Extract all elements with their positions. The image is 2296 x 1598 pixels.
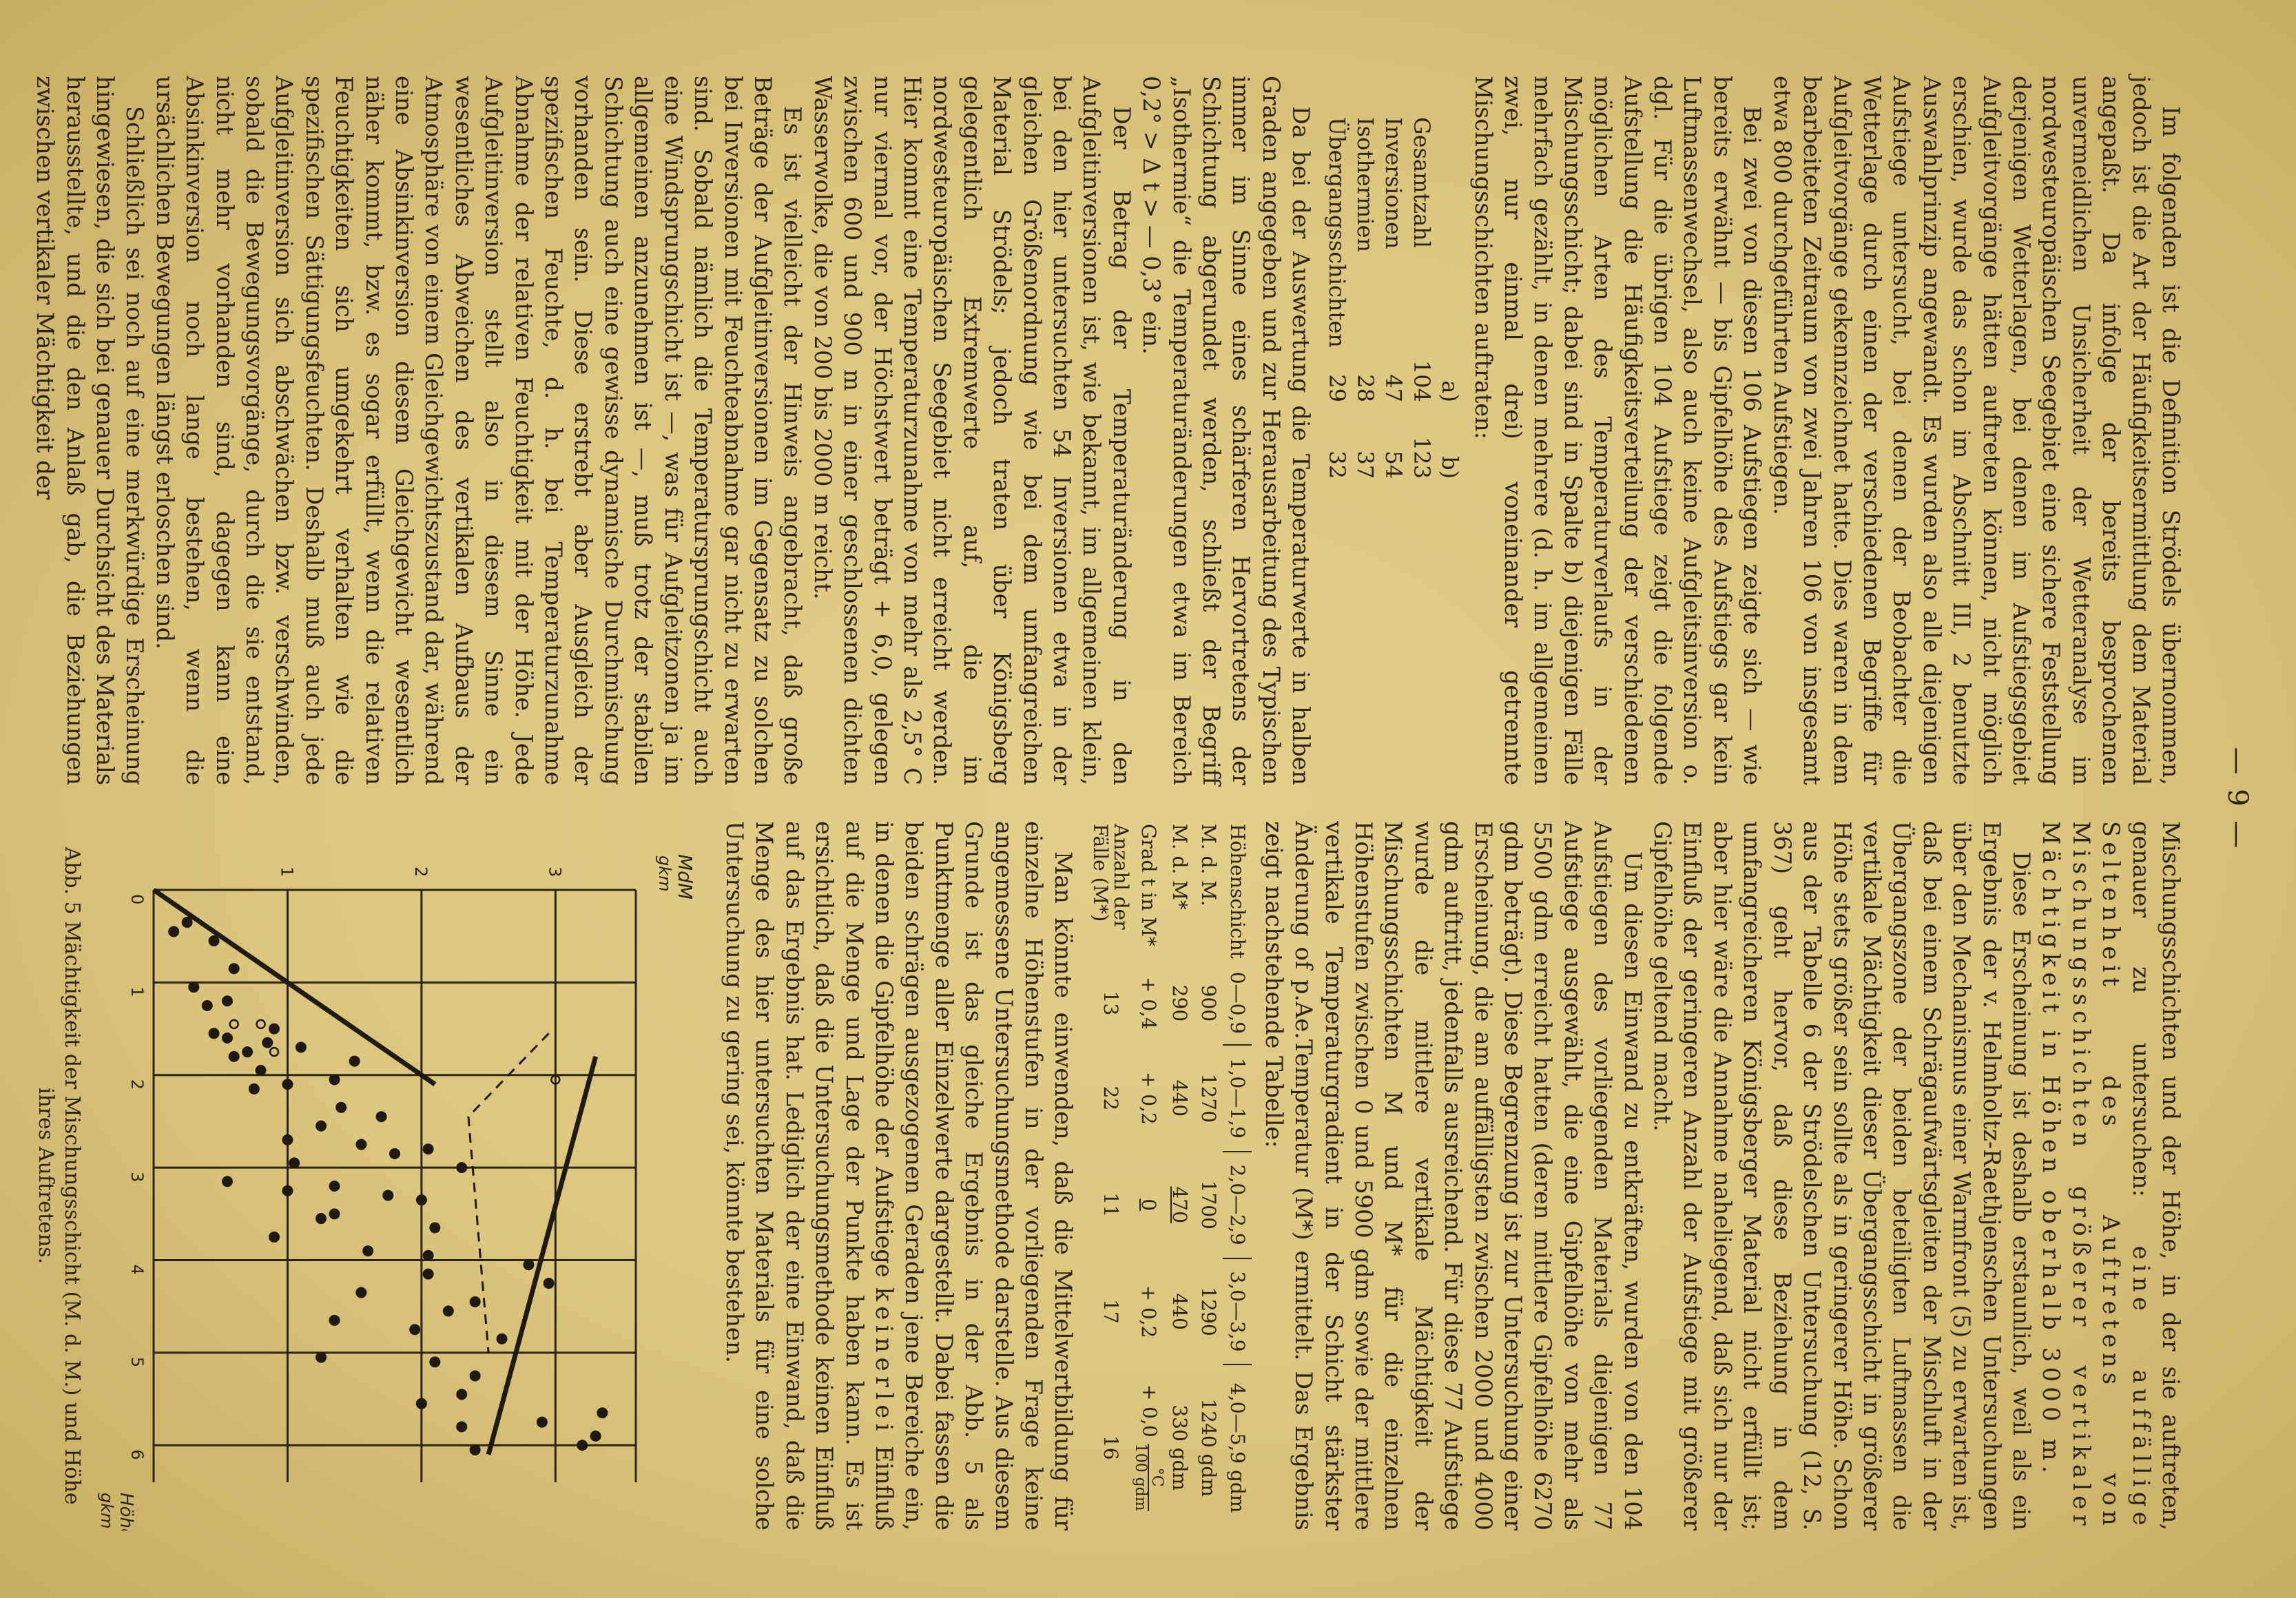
x-axis-unit: gkm (97, 1493, 116, 1529)
data-point (470, 1296, 481, 1307)
data-point (456, 1162, 467, 1173)
data-point (537, 1417, 548, 1428)
right-paragraph-4-start: Man könnte einwenden, daß die Mittelwertbildung für einzelne Höhenstufen in der vorliegenden Frage keine angemessene Untersuchungsmethode darstelle. Aus diesem Grunde ist das gleiche Ergebnis in der Abb. 5 als Punktmenge aller Einzelwerte dargestellt. Dabei fassen die beiden schrägen ausgezogenen Geraden jene Bereiche ein, in denen die Gipfelhöhe der Aufstiege (870, 821, 1077, 1530)
x-axis-label: Höhe (116, 1493, 136, 1530)
table-cell: + 0,4 (1137, 977, 1161, 1030)
chart-ticks (127, 867, 564, 1460)
data-point (209, 935, 220, 946)
chart-points (168, 917, 608, 1455)
data-point (329, 1074, 340, 1085)
table-row (1089, 821, 1132, 1530)
table-cell (1132, 1364, 1165, 1530)
data-point (282, 1134, 293, 1145)
table-cell: + 0,2 (1137, 1285, 1161, 1338)
chart-lines (154, 890, 596, 1455)
table-cell: 0 (1137, 1198, 1161, 1212)
cell-a: 47 (1380, 374, 1407, 402)
row-label: Isothermien (1352, 117, 1379, 253)
data-point (269, 1024, 280, 1035)
data-point (242, 1046, 253, 1057)
table-row (1407, 117, 1436, 513)
table-cell: 1700 (1197, 1180, 1221, 1229)
left-paragraph-2: Bei zwei von diesen 106 Aufstiegen zeigte sich — wie bereits erwähnt — bis Gipfelhöhe des Aufstiegs gar kein Luftmassenwechsel, also auch keine Aufgleitsinversion o. dgl. Für die übrigen 104 Aufstiege zeigt die folgende Aufstellung die Häufigkeitsverteilung der verschiedenen möglichen Arten des Temperaturverlaufs in der Mischungsschicht; dabei sind in Spalte b) diejenigen Fälle mehrfach gezählt, in denen mehrere (d. h. im allgemeinen zwei, nur einmal drei) voneinander getrennte Mischungsschichten auftraten: (1469, 76, 1766, 785)
left-paragraph-4: Der Betrag der Temperaturänderung in den Aufgleitinversionen ist, wie bekannt, im allgemeinen klein, bei den hier untersuchten 54 Inversionen etwa in der gleichen Größenordnung wie bei dem umfangreichen Material Strödels; jedoch traten über Königsberg gelegentlich Extremwerte auf, die im nordwesteuropäischen Seegebiet nicht erreicht werden. Hier kommt eine Temperaturzunahme von mehr als 2,5° C nur viermal vor, der Höchstwert beträgt + 6,0, gelegen zwischen 600 und 900 m in einer geschlossenen dichten Wasserwolke, die von 200 bis 2000 m reicht. (809, 76, 1135, 785)
data-point (456, 1389, 467, 1400)
data-point (355, 1287, 366, 1298)
header-cell: 1,0—1,9 (1223, 1045, 1252, 1152)
table-row (1132, 821, 1165, 1530)
table-cell: 16 (1099, 1435, 1123, 1460)
x-tick-label: 4 (127, 1264, 147, 1275)
data-point (416, 1398, 427, 1409)
cell-a: 28 (1352, 374, 1379, 402)
table-row (1351, 117, 1379, 513)
data-point (376, 1111, 387, 1122)
data-point (329, 1315, 340, 1326)
cell-a: 29 (1324, 374, 1351, 402)
data-point (523, 1259, 534, 1270)
data-point-hollow (257, 1020, 265, 1028)
data-point (577, 1440, 588, 1451)
table-row (1323, 117, 1351, 513)
data-point (335, 1102, 347, 1113)
table-cell-value: + 0,0 (1138, 1384, 1161, 1438)
data-point (316, 1121, 327, 1132)
table-cell: 470 (1168, 1186, 1192, 1223)
header-cell: 4,0—5,9 gdm (1223, 1364, 1252, 1530)
cell-a: 104 (1409, 360, 1436, 402)
x-tick-label: 3 (127, 1172, 147, 1183)
data-point (229, 963, 240, 974)
stratification-table (1323, 117, 1464, 513)
data-point (222, 1033, 233, 1044)
header-cell: Höhenschicht (1226, 824, 1250, 959)
row-label: Grad t in M* (1137, 824, 1161, 946)
cell-b: 54 (1380, 450, 1407, 479)
table-cell: 17 (1099, 1299, 1123, 1324)
right-paragraph-3: Um diesen Einwand zu entkräften, wurden von den 104 Aufstiegen des vorliegenden Materials diejenigen 77 Aufstiege ausgewählt, die eine Gipfelhöhe von mehr als 5500 gdm erreicht hatten (deren mittlere Gipfelhöhe 6270 gdm beträgt). Diese Begrenzung ist zur Untersuchung einer Erscheinung, die am auffälligsten zwischen 2000 und 4000 gdm auftritt, jedenfalls ausreichend. Für diese 77 Aufstiege wurde die mittlere vertikale Mächtigkeit der Mischungsschichten M und M* für die einzelnen Höhenstufen zwischen 0 und 5900 gdm sowie der mittlere vertikale Temperaturgradient in der Schicht stärkster Änderung of p.Ae.Temperatur (M*) ermittelt. Das Ergebnis zeigt nachstehende Tabelle: (1260, 821, 1646, 1530)
header-cell: 2,0—2,9 (1223, 1152, 1252, 1258)
y-axis-unit: gkm (655, 855, 674, 892)
x-tick-label: 2 (127, 1079, 147, 1090)
data-point (423, 1250, 434, 1261)
data-point (470, 1444, 481, 1455)
data-point (456, 1421, 467, 1432)
data-point (423, 1143, 434, 1154)
header-cell: 0—0,9 (1226, 971, 1250, 1035)
data-point (256, 1065, 267, 1076)
col-a-header: a) (1437, 380, 1464, 402)
data-point (289, 1157, 300, 1168)
right-paragraph-1 (2036, 821, 2186, 1530)
table-cell: 1270 (1197, 1073, 1221, 1123)
data-point (222, 995, 233, 1006)
data-point (362, 1245, 373, 1256)
table-cell: 290 (1168, 984, 1192, 1022)
data-point (188, 982, 199, 993)
table-cell: 1240 gdm (1197, 1398, 1221, 1497)
left-paragraph-3: Da bei der Auswertung die Temperaturwerte in halben Graden angegeben und zur Herausarbeitung des Typischen immer im Sinne eines schärferen Hervortretens der Schichtung abgerundet werden, schließt der Begriff „Isothermie“ die Temperaturänderungen etwa im Bereich 0,2° > Δ t > — 0,3° ein. (1138, 76, 1315, 785)
right-column (720, 821, 2186, 1530)
left-paragraph-1: Im folgenden ist die Definition Strödels übernommen, jedoch ist die Art der Häufigkeitsermittlung dem Material angepaßt. Da infolge der bereits besprochenen unvermeidlichen Unsicherheit der Wetteranalyse im nordwesteuropäischen Seegebiet eine sichere Feststellung derjenigen Wetterlagen, bei denen im Aufstiegsgebiet Aufgleitvorgänge hätten auftreten können, nicht möglich erschien, wurde das schon im Abschnitt III, 2 benutzte Auswahlprinzip angewandt. Es wurden also alle diejenigen Aufstiege untersucht, bei denen der Beobachter die Wetterlage durch einen der verschiedenen Begriffe für Aufgleitvorgänge gekennzeichnet hatte. Dies waren in dem bearbeiteten Zeitraum von zwei Jahren 106 von insgesamt etwa 800 durchgeführten Aufstiegen. (1768, 76, 2184, 785)
right-paragraph-4 (720, 821, 1079, 1530)
row-label: Inversionen (1380, 117, 1407, 249)
y-tick-label: 1 (277, 867, 297, 878)
data-point (355, 1139, 366, 1150)
data-point (316, 1352, 327, 1363)
right-paragraph-1-start: Mischungsschichten und der Höhe, in der sie auftreten, genauer zu untersuchen: (2127, 821, 2184, 1530)
cell-b: 37 (1352, 450, 1379, 479)
data-point (329, 1208, 340, 1219)
cell-b: 32 (1324, 450, 1351, 479)
x-tick-label: 5 (127, 1356, 147, 1368)
row-label: M. d. M* (1168, 824, 1192, 910)
row-label: Übergangsschichten (1324, 117, 1351, 348)
data-point (416, 1194, 427, 1205)
table-cell: 13 (1099, 990, 1123, 1016)
data-point (429, 1222, 440, 1233)
x-tick-label: 1 (127, 986, 147, 997)
right-paragraph-4-spaced: keinerlei (870, 1287, 898, 1436)
table-header-row (1223, 821, 1252, 1530)
data-point (282, 1185, 293, 1196)
x-tick-label: 6 (127, 1449, 147, 1460)
table-cell: 1290 (1197, 1287, 1221, 1336)
data-point (429, 1356, 440, 1367)
table-cell: 22 (1099, 1086, 1123, 1111)
data-point (282, 1079, 293, 1090)
right-paragraph-1-spaced: eine auffällige Seltenheit des Auftretens von Mischungsschichten größerer vertikaler Mächtigkeit in Höhen oberhalb 3000 m. (2038, 821, 2155, 1530)
row-label: Gesamtzahl (1409, 117, 1436, 248)
unit-bottom: 100 gdm (1132, 1443, 1150, 1511)
gradient-unit (1133, 1444, 1164, 1511)
y-tick-label: 2 (411, 867, 431, 878)
data-point (349, 1056, 360, 1067)
data-point (249, 1083, 260, 1094)
scatter-chart (92, 821, 712, 1530)
col-b-header: b) (1437, 456, 1464, 479)
data-point (423, 1269, 434, 1280)
data-point (168, 926, 179, 937)
left-paragraph-5: Es ist vielleicht der Hinweis angebracht, daß große Beträge der Aufgleitinversionen im Gegensatz zu solchen bei Inversionen mit Feuchteabnahme gar nicht zu erwarten sind. Sobald nämlich die Temperatursprungschicht auch eine Windsprungschicht ist —, was für Aufgleitzonen ja im allgemeinen anzunehmen ist —, muß trotz der stabilen Schichtung auch eine gewisse dynamische Durchmischung vorhanden sein. Diese erstrebt aber Ausgleich der spezifischen Feuchte, d. h. bei Temperaturzunahme Abnahme der relativen Feuchtigkeit mit der Höhe. Jede Aufgleitinversion stellt also in diesem Sinne ein wesentliches Abweichen des vertikalen Aufbaus der Atmosphäre von einem Gleichgewichtszustand dar, während eine Absinkinversion diesem Gleichgewicht wesentlich näher kommt, bzw. es sogar erfüllt, wenn die relativen Feuchtigkeiten sich umgekehrt verhalten wie die spezifischen Sättigungsfeuchten. Deshalb muß auch jede Aufgleitinversion sich abschwächen bzw. verschwinden, sobald die Bewegungsvorgänge, durch die sie entstand, nicht mehr vorhanden sind, dagegen kann eine Absinkinversion noch lange bestehen, wenn die ursächlichen Bewegungen längst erloschen sind. (151, 76, 807, 785)
table-cell: + 0,2 (1137, 1071, 1161, 1125)
data-point (182, 917, 193, 928)
data-point (597, 1407, 608, 1418)
table-row (1165, 821, 1194, 1530)
table-cell: 440 (1168, 1293, 1192, 1330)
table-cell: 11 (1099, 1192, 1123, 1218)
x-tick-label: 0 (127, 894, 147, 905)
stratification-header-row (1436, 117, 1464, 513)
data-point (470, 1370, 481, 1381)
data-point (409, 1324, 420, 1335)
data-point (389, 1148, 400, 1159)
page-number: — 9 — (2222, 747, 2253, 851)
boundary-line (488, 1057, 596, 1455)
table-row (1194, 821, 1223, 1530)
data-point (202, 1000, 213, 1011)
data-point-hollow (230, 1020, 238, 1028)
data-point (316, 1213, 327, 1224)
data-point (590, 1431, 601, 1442)
data-point (229, 1051, 240, 1062)
table-cell: 440 (1168, 1079, 1192, 1117)
data-point (329, 1181, 340, 1192)
data-point (382, 1190, 393, 1201)
right-paragraph-4-end: Einfluß auf die Menge und Lage der Punkte haben kann. Es ist ersichtlich, daß die Untersuchungsmethode keinen Einfluß auf das Ergebnis hat. Lediglich der eine Einwand, daß die Menge des hier untersuchten Materials für eine solche Untersuchung zu gering sei, könnte bestehen. (721, 821, 898, 1530)
y-axis-label: MdM (674, 854, 696, 900)
table-cell: 900 (1197, 984, 1221, 1022)
data-point (262, 1037, 273, 1048)
table-cell: 330 gdm (1168, 1404, 1192, 1491)
header-cell: 3,0—3,9 (1223, 1258, 1252, 1365)
data-point (222, 1176, 233, 1187)
data-point (269, 1232, 280, 1243)
left-column (30, 76, 2186, 785)
table-row (1379, 117, 1407, 513)
y-tick-label: 3 (545, 867, 565, 878)
figure-abb-5 (23, 821, 712, 1530)
row-label: M. d. M. (1197, 824, 1221, 906)
right-paragraph-2: Diese Erscheinung ist deshalb erstaunlich, weil als ein Ergebnis der v. Helmholtz-Raethjenschen Untersuchungen über den Mechanismus einer Warmfront (5) zu erwarten ist, daß bei einem Schrägaufwärtsgleiten der Mischluft in der Übergangszone der beiden beteiligten Luftmassen die vertikale Mächtigkeit dieser Übergangsschicht in größerer Höhe stets größer sein sollte als in geringerer Höhe. Schon aus der Tabelle 6 der Strödelschen Untersuchung (12, S. 367) geht hervor, daß diese Beziehung in dem umfangreicheren Königsberger Material nicht erfüllt ist; aber hier wäre die Annahme naheliegend, daß sich nur der Einfluß der geringeren Anzahl der Aufstiege mit größerer Gipfelhöhe geltend macht. (1649, 821, 2035, 1530)
height-layer-table (1089, 821, 1252, 1530)
data-point (544, 1278, 555, 1289)
figure-caption: Abb. 5 Mächtigkeit der Mischungsschicht (M. d. M.) und Höhe ihres Auftretens. (34, 847, 84, 1505)
data-point (209, 1028, 220, 1039)
unit-top: °C (1148, 1444, 1164, 1511)
data-point-hollow (270, 1048, 278, 1056)
left-paragraph-6: Schließlich sei noch auf eine merkwürdige Erscheinung hingewiesen, die sich bei genauer Durchsicht des Materials herausstellte, und die den Anlaß gab, die Beziehungen zwischen vertikaler Mächtigkeit der (32, 76, 149, 785)
data-point (443, 1305, 454, 1316)
row-label: Anzahl der Fälle (M*) (1089, 824, 1133, 930)
data-point (497, 1334, 508, 1345)
dashed-guide-line (468, 1033, 549, 1353)
cell-b: 123 (1409, 436, 1436, 479)
data-point (296, 1041, 307, 1052)
